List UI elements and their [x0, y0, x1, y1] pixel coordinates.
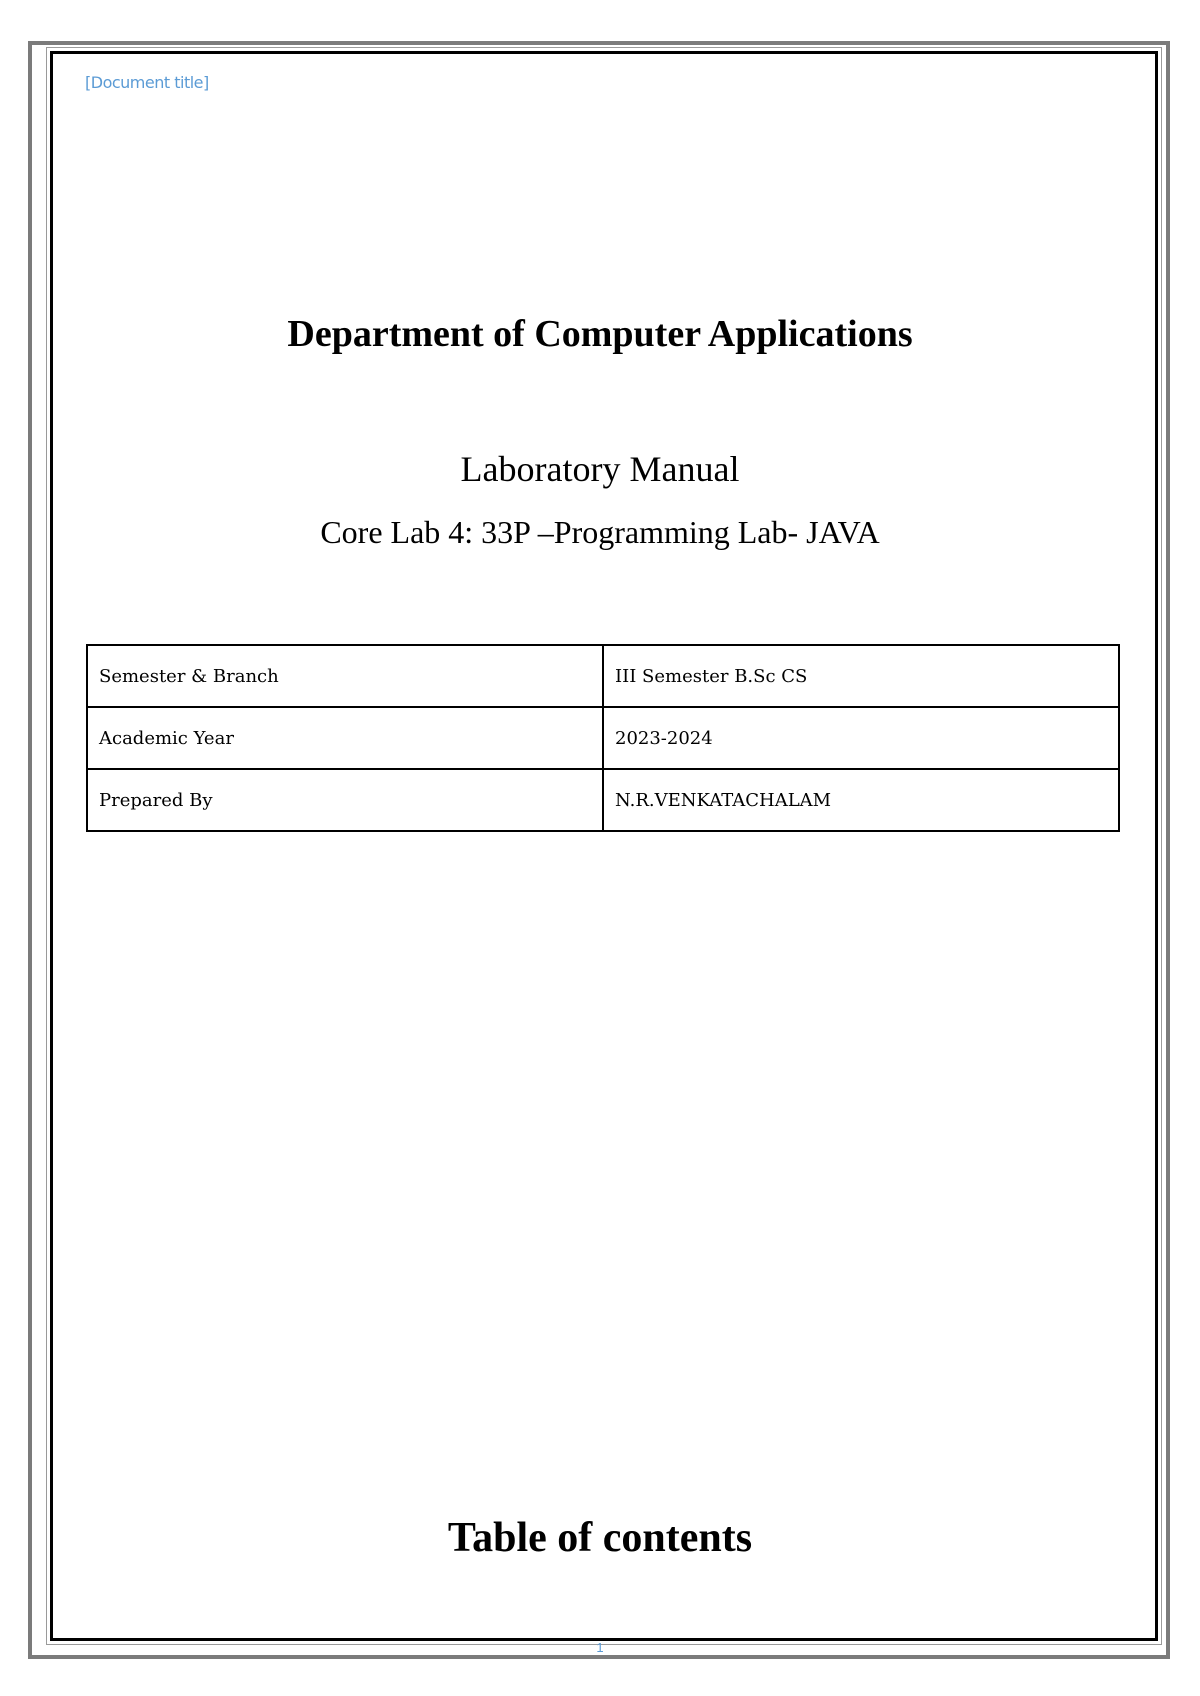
row-label: Academic Year	[87, 707, 603, 769]
row-value: III Semester B.Sc CS	[603, 645, 1119, 707]
page-border-inner	[50, 51, 1158, 1641]
row-label: Prepared By	[87, 769, 603, 831]
info-table	[86, 644, 1120, 832]
table-of-contents-heading: Table of contents	[447, 1515, 753, 1561]
table-row	[87, 645, 1119, 707]
department-heading: Department of Computer Applications	[287, 313, 913, 355]
table-row	[87, 707, 1119, 769]
page-number: 1	[596, 1640, 604, 1655]
document-title-field[interactable]: [Document title]	[85, 73, 209, 92]
row-value: 2023-2024	[603, 707, 1119, 769]
row-value: N.R.VENKATACHALAM	[603, 769, 1119, 831]
course-title: Core Lab 4: 33P –Programming Lab- JAVA	[320, 514, 880, 550]
manual-title: Laboratory Manual	[460, 449, 740, 489]
row-label: Semester & Branch	[87, 645, 603, 707]
table-row	[87, 769, 1119, 831]
